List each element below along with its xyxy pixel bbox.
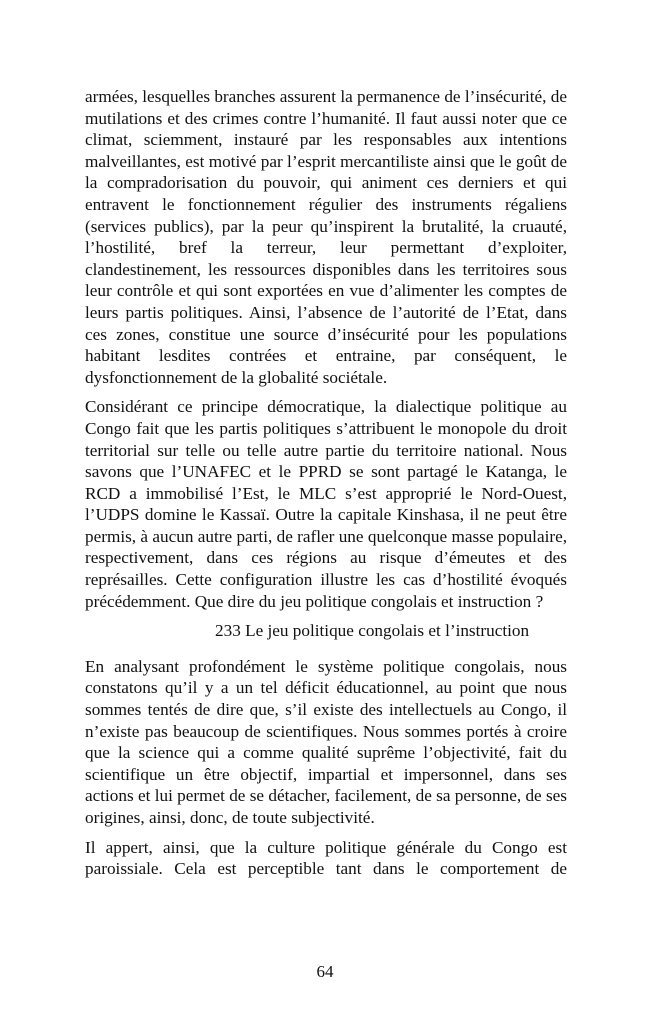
paragraph: En analysant profondément le système politique congolais, nous constatons qu’il y a un tel déficit éducationnel, au point que nous sommes tentés de dire que, s’il existe des intellectuels au Congo, il n’existe pas beaucoup de scientifiques. Nous sommes portés à croire que la science qui a comme qualité suprême l’objectivité, fait du scientifique un être objectif, impartial et impersonnel, dans ses actions et lui permet de se détacher, facilement, de sa personne, de ses origines, ainsi, donc, de toute subjectivité. bbox=[85, 656, 567, 827]
paragraph: Il appert, ainsi, que la culture politique générale du Congo est paroissiale. Cela est perceptible tant dans le comportement de bbox=[85, 837, 567, 879]
paragraph: armées, lesquelles branches assurent la permanence de l’insécurité, de mutilations et des crimes contre l’humanité. Il faut aussi noter que ce climat, sciemment, instauré par les responsables aux intentions malveillantes, est motivé par l’esprit mercantiliste ainsi que le goût de la compradorisation du pouvoir, qui animent ces derniers et qui entravent le fonctionnement régulier des instruments régaliens (services publics), par la peur qu’inspirent la brutalité, la cruauté, l’hostilité, bref la terreur, leur permettant d’exploiter, clandestinement, les ressources disponibles dans les territoires sous leur contrôle et qui sont exportées en vue d’alimenter les comptes de leurs partis politiques. Ainsi, l’absence de l’autorité de l’Etat, dans ces zones, constitue une source d’insécurité pour les populations habitant lesdites contrées et entraine, par conséquent, le dysfonctionnement de la globalité sociétale. bbox=[85, 87, 567, 387]
paragraph: Considérant ce principe démocratique, la dialectique politique au Congo fait que les partis politiques s’attribuent le monopole du droit territorial sur telle ou telle autre partie du territoire national. Nous savons que l’UNAFEC et le PPRD se sont partagé le Katanga, le RCD a immobilisé l’Est, le MLC s’est approprié le Nord-Ouest, l’UDPS domine le Kassaï. Outre la capitale Kinshasa, il ne peut être permis, à aucun autre parti, de rafler une quelconque masse populaire, respectivement, dans ces régions au risque d’émeutes et des représailles. Cette configuration illustre les cas d’hostilité évoqués précédemment. Que dire du jeu politique congolais et instruction ? bbox=[85, 397, 567, 611]
page-number: 64 bbox=[316, 962, 334, 981]
page-body bbox=[85, 86, 567, 888]
section-heading: 233 Le jeu politique congolais et l’instruction bbox=[215, 621, 530, 641]
